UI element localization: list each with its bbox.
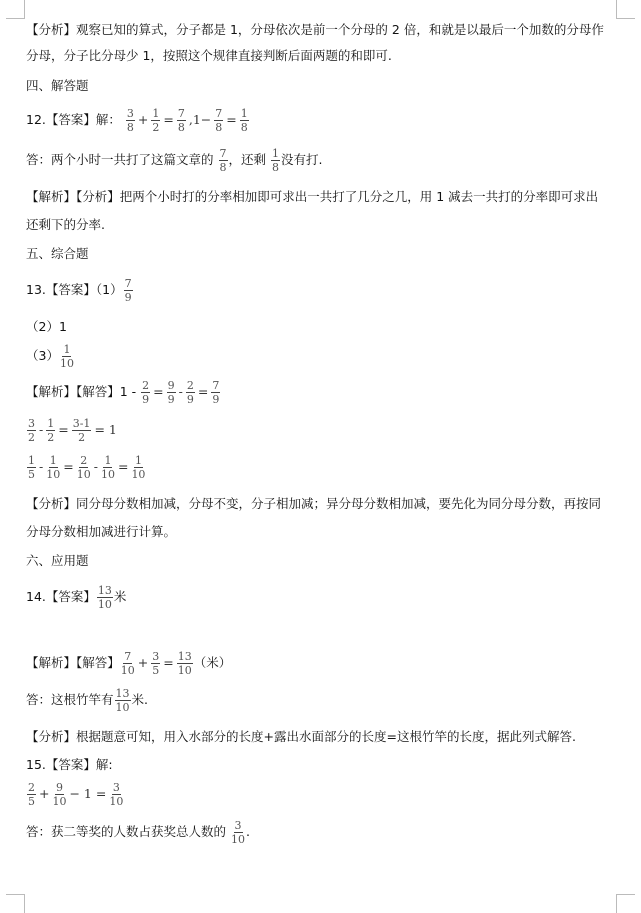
fraction: $\frac{2}{10}$ xyxy=(76,454,91,481)
fraction: $\frac{7}{8}$ xyxy=(177,107,185,134)
analysis-line: 【分析】同分母分数相加减，分母不变，分子相加减；异分母分数相加减，要先化为同分母分数，再按同 xyxy=(26,496,602,511)
q14-reply-line xyxy=(26,688,148,713)
q13-solution-step3: $\frac{1}{5}$ - $\frac{1}{10}$ = $\frac{2}{10}$ - $\frac{1}{10}$ = $\frac{1}{10}$ xyxy=(28,454,146,481)
text: 【解析】【解答】 xyxy=(26,655,120,670)
q13-head: 13.【答案】（1） xyxy=(26,282,123,297)
q12-answer-line: 12.【答案】解： $\frac{3}{8}$ + $\frac{1}{2}$ = $\frac{7}{8}$ ,1− $\frac{7}{8}$ = $\frac{1}{8}$ xyxy=(26,107,248,134)
q15-reply-line xyxy=(26,820,250,845)
fraction: $\frac{7}{10}$ xyxy=(120,650,135,677)
analysis-line: 分母，分子比分母少 1，按照这个规律直接判断后面两题的和即可. xyxy=(26,48,392,63)
fraction: $\frac{2}{9}$ xyxy=(142,379,150,406)
q13-solution-step1: 【解析】【解答】1 - $\frac{2}{9}$ = $\frac{9}{9}$ - $\frac{2}{9}$ = $\frac{7}{9}$ xyxy=(26,379,220,406)
q12-reply-line xyxy=(26,148,322,173)
page-corner-mark xyxy=(616,894,635,913)
q13-part2: （2）1 xyxy=(26,319,67,334)
fraction: $\frac{2}{9}$ xyxy=(186,379,194,406)
q13-part3 xyxy=(26,344,75,369)
q14-solution-line: 【解析】【解答】 $\frac{7}{10}$ + $\frac{3}{5}$ = $\frac{13}{10}$ （米） xyxy=(26,650,232,677)
fraction: $\frac{1}{10}$ xyxy=(100,454,115,481)
fraction: $\frac{3}{10}$ xyxy=(231,819,245,846)
fraction: $\frac{7}{8}$ xyxy=(219,147,227,174)
q14-head: 14.【答案】 xyxy=(26,589,96,604)
fraction: $\frac{9}{10}$ xyxy=(52,781,67,808)
fraction: $\frac{1}{8}$ xyxy=(272,147,279,174)
fraction: $\frac{7}{9}$ xyxy=(124,277,132,304)
q13-answer-line xyxy=(26,278,134,303)
fraction: $\frac{3}{2}$ xyxy=(28,417,35,444)
fraction: $\frac{13}{10}$ xyxy=(115,687,130,714)
unit: 米 xyxy=(113,589,127,604)
page-corner-mark xyxy=(6,0,25,19)
explanation-line: 还剩下的分率. xyxy=(26,217,105,232)
fraction: $\frac{1}{2}$ xyxy=(47,417,55,444)
section-heading: 六、应用题 xyxy=(26,553,89,568)
fraction: $\frac{3-1}{2}$ xyxy=(72,417,91,444)
fraction: $\frac{1}{5}$ xyxy=(28,454,35,481)
analysis-line: 【分析】观察已知的算式，分子都是 1，分母依次是前一个分母的 2 倍，和就是以最后一个加数的分母作 xyxy=(26,22,604,37)
fraction: $\frac{3}{8}$ xyxy=(126,107,134,134)
text: 【解析】【解答】1 - xyxy=(26,384,137,399)
text: 答：两个小时一共打了这篇文章的 xyxy=(26,152,214,167)
text: （3） xyxy=(26,348,59,363)
text: . xyxy=(246,824,250,839)
fraction: $\frac{1}{8}$ xyxy=(240,107,248,134)
q13-solution-step2: $\frac{3}{2}$ - $\frac{1}{2}$ = $\frac{3-1}{2}$ = 1 xyxy=(28,417,117,444)
text: 答：获二等奖的人数占获奖总人数的 xyxy=(26,824,227,839)
q12-head: 12.【答案】解： xyxy=(26,112,121,127)
fraction: $\frac{3}{5}$ xyxy=(152,650,160,677)
fraction: $\frac{13}{10}$ xyxy=(97,584,112,611)
fraction: $\frac{3}{10}$ xyxy=(109,781,124,808)
fraction: $\frac{13}{10}$ xyxy=(177,650,192,677)
text: 米. xyxy=(131,692,148,707)
explanation-line: 【解析】【分析】把两个小时打的分率相加即可求出一共打了几分之几，用 1 减去一共打的分率即可求出 xyxy=(26,189,599,204)
analysis-line: 分母分数相加减进行计算。 xyxy=(26,524,177,539)
text: 答：这根竹竿有 xyxy=(26,692,114,707)
q15-head: 15.【答案】解: xyxy=(26,757,113,772)
fraction: $\frac{1}{2}$ xyxy=(152,107,160,134)
q15-solution-line: $\frac{2}{5}$ + $\frac{9}{10}$ − 1 = $\frac{3}{10}$ xyxy=(28,781,124,808)
fraction: $\frac{1}{10}$ xyxy=(59,343,74,370)
section-heading: 四、解答题 xyxy=(26,78,89,93)
page-corner-mark xyxy=(6,894,25,913)
fraction: $\frac{9}{9}$ xyxy=(167,379,175,406)
text: ，还剩 xyxy=(228,152,267,167)
q14-answer-line xyxy=(26,585,126,610)
fraction: $\frac{1}{10}$ xyxy=(131,454,146,481)
fraction: $\frac{2}{5}$ xyxy=(28,781,35,808)
analysis-line: 【分析】根据题意可知，用入水部分的长度+露出水面部分的长度=这根竹竿的长度，据此列式解答. xyxy=(26,729,576,744)
page-corner-mark xyxy=(616,0,635,19)
unit: （米） xyxy=(193,655,232,670)
fraction: $\frac{7}{8}$ xyxy=(215,107,223,134)
fraction: $\frac{7}{9}$ xyxy=(212,379,220,406)
section-heading: 五、综合题 xyxy=(26,246,89,261)
text: 没有打. xyxy=(281,152,323,167)
fraction: $\frac{1}{10}$ xyxy=(46,454,61,481)
